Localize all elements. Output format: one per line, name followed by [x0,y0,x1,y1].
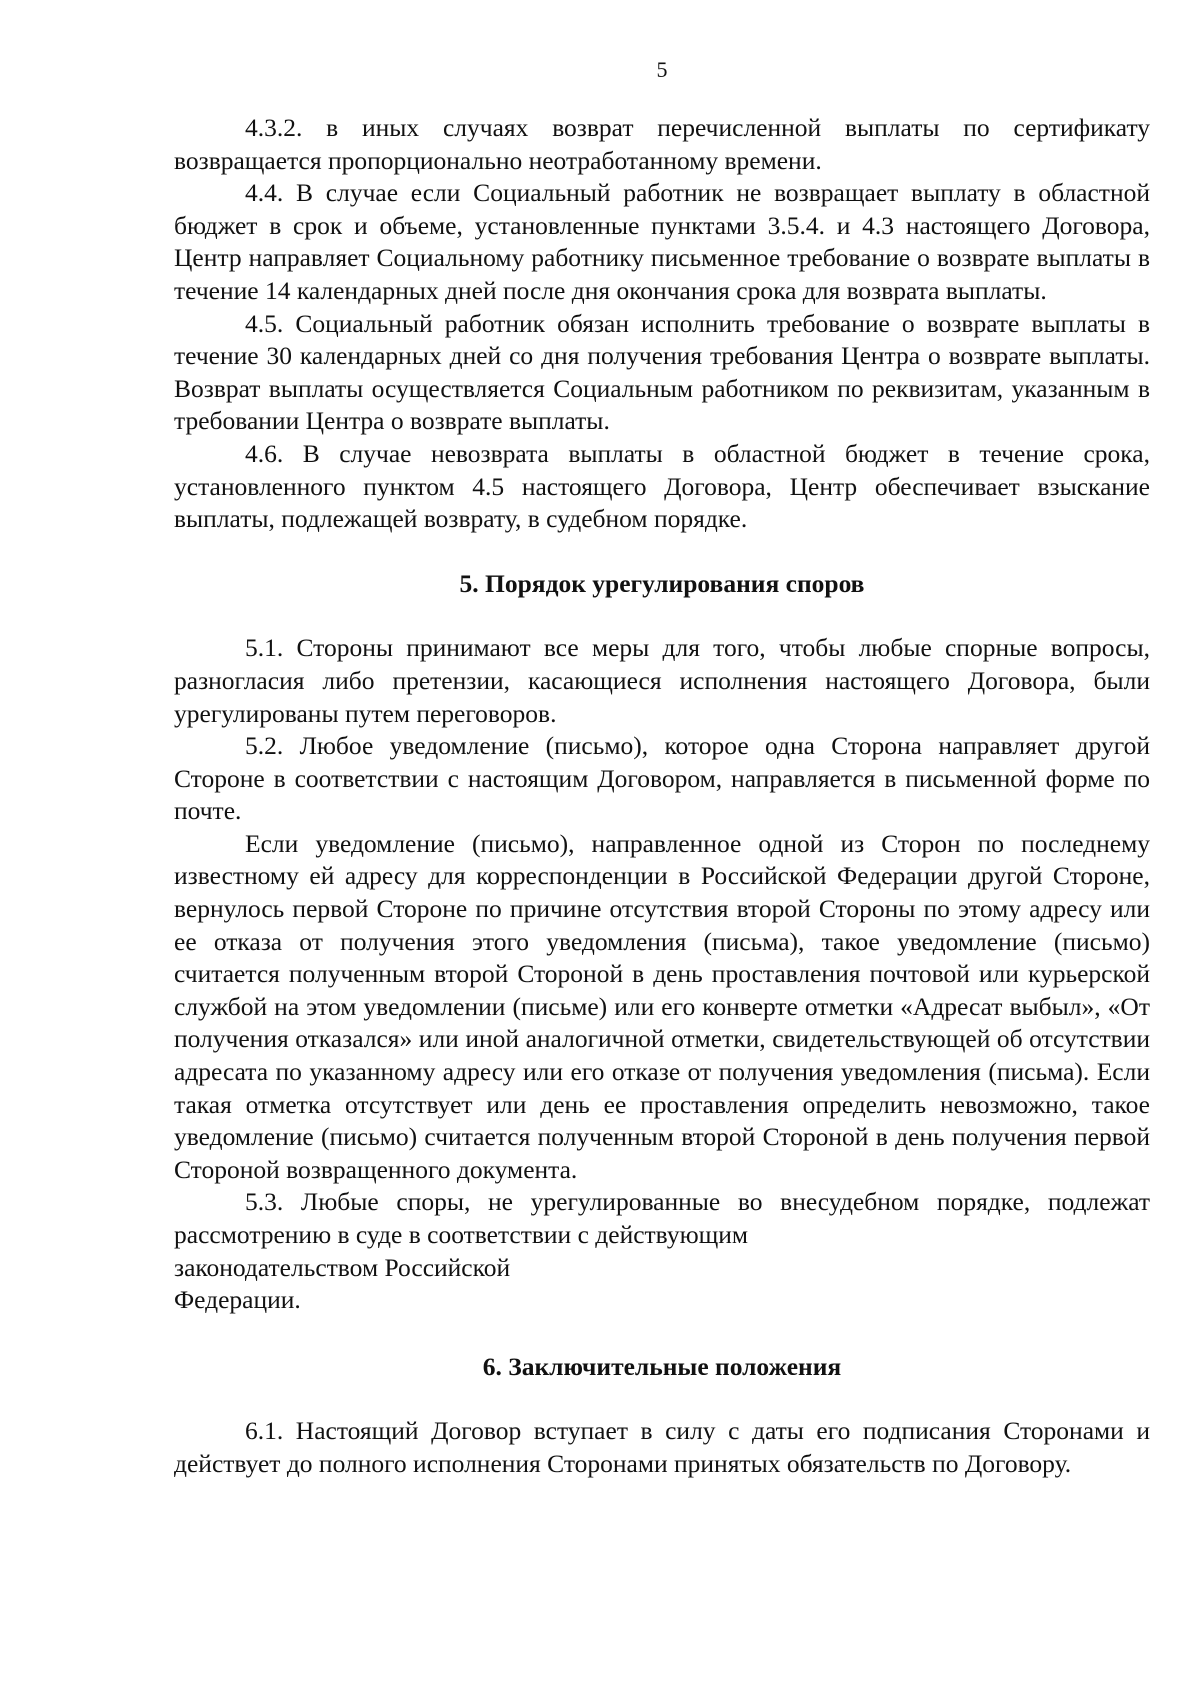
paragraph-5-2: 5.2. Любое уведомление (письмо), которое одна Сторона направляет другой Стороне в соответствии с настоящим Договором, направляется в письменной форме по почте. [174,731,1150,826]
paragraph-5-1: 5.1. Стороны принимают все меры для того, чтобы любые спорные вопросы, разногласия либо претензии, касающиеся исполнения настоящего Договора, были урегулированы путем переговоров. [174,633,1150,728]
paragraph-6-1: 6.1. Настоящий Договор вступает в силу с даты его подписания Сторонами и действует до полного исполнения Сторонами принятых обязательств по Договору. [174,1416,1150,1478]
section-heading-6: 6. Заключительные положения [482,1351,842,1381]
spacer [174,1383,1150,1415]
paragraph-5-3: 5.3. Любые споры, не урегулированные во внесудебном порядке, подлежат рассмотрению в суде в соответствии с действующим [174,1187,1150,1249]
section-heading-5: 5. Порядок урегулирования споров [459,568,865,598]
spacer [174,600,1150,632]
paragraph-4-6: 4.6. В случае невозврата выплаты в областной бюджет в течение срока, установленного пунктом 4.5 настоящего Договора, Центр обеспечивает взыскание выплаты, подлежащей возврату, в судебном порядке. [174,438,1150,534]
paragraph-5-3-line3: Федерации. [174,1285,301,1315]
spacer [174,1317,1150,1351]
paragraph-5-3-line2: законодательством Российской [174,1252,511,1282]
paragraph-4-4: 4.4. В случае если Социальный работник не возвращает выплату в областной бюджет в срок и объеме, установленные пунктами 3.5.4. и 4.3 настоящего Договора, Центр направляет Социальному работнику письменное требование о возврате выплаты в течение 14 календарных дней после дня окончания срока для возврата выплаты. [174,178,1150,305]
spacer [174,536,1150,568]
paragraph-4-3-2: 4.3.2. в иных случаях возврат перечисленной выплаты по сертификату возвращается пропорционально неотработанному времени. [174,113,1150,175]
paragraph-4-5: 4.5. Социальный работник обязан исполнить требование о возврате выплаты в течение 30 календарных дней со дня получения требования Центра о возврате выплаты. Возврат выплаты осуществляется Социальным работником по реквизитам, указанным в требовании Центра о возврате выплаты. [174,308,1150,436]
document-body [174,112,1150,1481]
paragraph-5-2-continued: Если уведомление (письмо), направленное одной из Сторон по последнему известному ей адресу для корреспонденции в Российской Федерации другой Стороне, вернулось первой Стороне по причине отсутствия второй Стороны по этому адресу или ее отказа от получения этого уведомления (письма), такое уведомление (письмо) считается полученным второй Стороной в день проставления почтовой или курьерской службой на этом уведомлении (письме) или его конверте отметки «Адресат выбыл», «От получения отказался» или иной аналогичной отметки, свидетельствующей об отсутствии адресата по указанному адресу или его отказе от получения уведомления (письма). Если такая отметка отсутствует или день ее проставления определить невозможно, такое уведомление (письмо) считается полученным второй Стороной в день получения первой Стороной возвращенного документа. [174,828,1150,1184]
page-number: 5 [656,57,668,82]
